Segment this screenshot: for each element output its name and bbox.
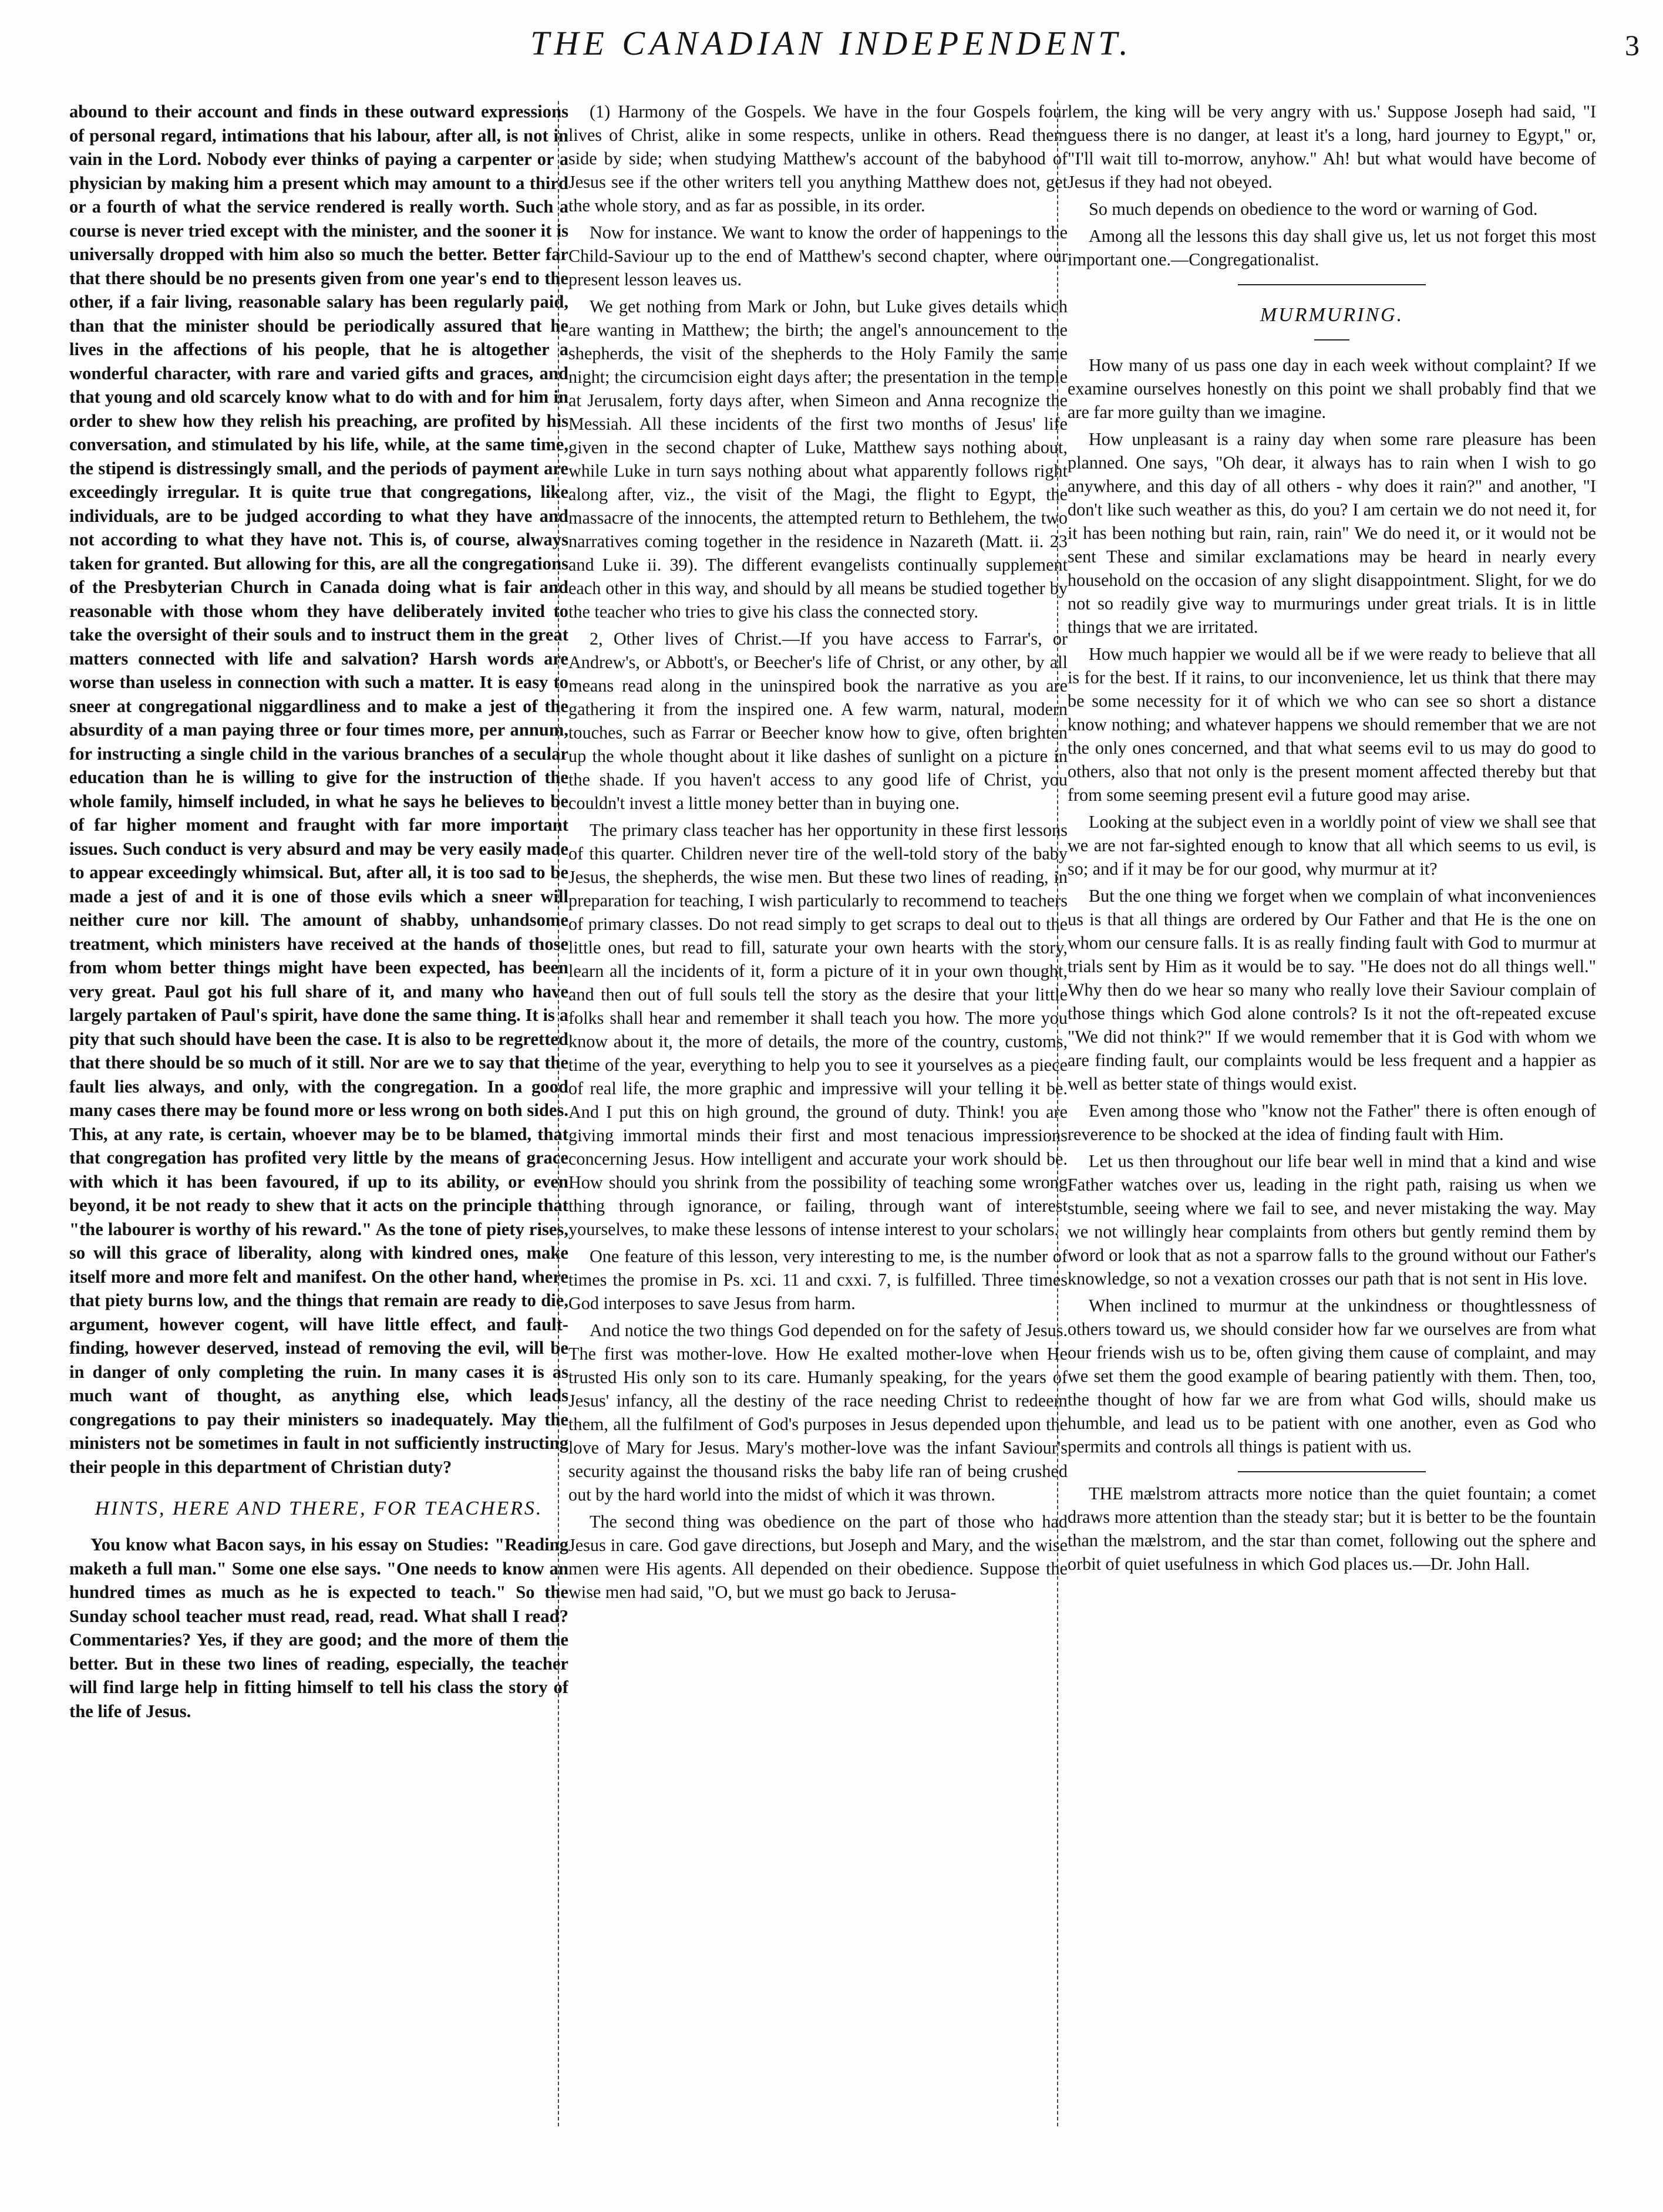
masthead [0,11,1663,75]
section-heading-murmuring: MURMURING. [1260,304,1404,326]
article-paragraph: How many of us pass one day in each week without complaint? If we examine ourselves honestly on this point we shall probably find that we are far more guilty than we imagine. [1068,355,1596,422]
section-rule [1314,339,1349,340]
article-paragraph: You know what Bacon says, in his essay on Studies: "Reading maketh a full man." Some one else says. "One needs to know an hundred times as much as he is expected to teach." So the Sunday school teacher must read, read, read. What shall I read? Commentaries? Yes, if they are good; and the more of them the better. But in these two lines of reading, especially, the teacher will find large help in fitting himself to tell his class the story of the life of Jesus. [69,1535,568,1721]
article-paragraph: Even among those who "know not the Father" there is often enough of reverence to be shocked at the idea of finding fault with Him. [1068,1101,1596,1144]
article-paragraph: We get nothing from Mark or John, but Luke gives details which are wanting in Matthew; the birth; the angel's announcement to the shepherds, the visit of the shepherds to the Holy Family the same night; the circumcision eight days after; the presentation in the temple at Jerusalem, forty days after, when Simeon and Anna recognize the Messiah. All these incidents of the first two months of Jesus' life given in the second chapter of Luke, Matthew says nothing about, while Luke in turn says nothing about what apparently follows right along after, viz., the visit of the Magi, the flight to Egypt, the massacre of the innocents, the attempted return to Bethlehem, the two narratives coming together in the residence in Nazareth (Matt. ii. 23 and Luke ii. 39). The different evangelists continually supplement each other in this way, and should by all means be studied together by the teacher who tries to give his class the connected story. [568,296,1068,622]
article-paragraph: 2, Other lives of Christ.—If you have access to Farrar's, or Andrew's, or Abbott's, or Beecher's life of Christ, or any other, by all means read along in the uninspired book the narrative as you are gathering it from the inspired one. A few warm, natural, modern touches, such as Farrar or Beecher know how to give, often brighten up the whole thought about it like dashes of sunlight on a picture in the shade. If you haven't access to any good life of Christ, you couldn't invest a little money better than in buying one. [568,629,1068,813]
section-rule [1238,284,1426,285]
article-paragraph: (1) Harmony of the Gospels. We have in the four Gospels four lives of Christ, alike in some respects, unlike in others. Read them side by side; when studying Matthew's account of the babyhood of Jesus see if the other writers tell you anything Matthew does not, get the whole story, and as far as possible, in its order. [568,102,1068,215]
section-rule [1238,1471,1426,1472]
closing-quote: THE mælstrom attracts more notice than the quiet fountain; a comet draws more attention than the steady star; but it is better to be the fountain than the mælstrom, and the star than comet, following out the sphere and orbit of quiet usefulness in which God places us.—Dr. John Hall. [1068,1483,1596,1574]
article-paragraph: Let us then throughout our life bear well in mind that a kind and wise Father watches over us, leading in the right path, raising us when we stumble, seeing where we fail to see, and never mistaking the way. May we not willingly hear complaints from others but gently remind them by word or look that as not a sparrow falls to the ground without our Father's knowledge, so not a vexation crosses our path that is not sent in His love. [1068,1151,1596,1289]
article-paragraph: Looking at the subject even in a worldly point of view we shall see that we are not far-sighted enough to know that all which seems to us evil, is so; and if it may be for our good, why murmur at it? [1068,812,1596,879]
page-number: 3 [1625,29,1640,62]
article-paragraph: How much happier we would all be if we were ready to believe that all is for the best. If it rains, to our inconvenience, let us think that there may be some necessity for it of which we who can see so short a distance know nothing; and whatever happens we should remember that we are not the only ones concerned, and that what seems evil to us may do good to others, also that not only is the present moment affected thereby but that from some seeming present evil a future good may arise. [1068,644,1596,805]
article-paragraph: But the one thing we forget when we complain of what inconveniences us is that all things are ordered by Our Father and that He is the one on whom our censure falls. It is as really finding fault with God to murmur at trials sent by Him as it would be to say. "He does not do all things well." Why then do we hear so many who really love their Saviour complain of those things which God alone controls? Is it not the oft-repeated excuse "We did not think?" If we would remember that it is God with whom we are finding fault, our complaints would be less frequent and a happier as well as better state of things would exist. [1068,886,1596,1094]
article-paragraph: So much depends on obedience to the word or warning of God. [1089,199,1538,219]
article-paragraph: The primary class teacher has her opportunity in these first lessons of this quarter. Children never tire of the well-told story of the baby Jesus, the shepherds, the wise men. But these two lines of reading, in preparation for teaching, I wish particularly to recommend to teachers of primary classes. Do not read simply to get scraps to deal out to the little ones, but read to fill, saturate your own hearts with the story, learn all the incidents of it, form a picture of it in your own thought, and then out of full souls tell the story as the desire that your little folks shall hear and remember it shall teach you how. The more you know about it, the more of details, the more of the country, customs, time of the year, everything to help you to see it yourselves as a piece of real life, the more graphic and impressive will your telling it be. And I put this on high ground, the ground of duty. Think! you are giving immortal minds their first and most tenacious impressions concerning Jesus. How intelligent and accurate your work should be. How should you shrink from the possibility of teaching some wrong thing through ignorance, or failing, through want of interest yourselves, to make these lessons of intense interest to your scholars. [568,820,1068,1239]
column-1 [69,100,568,1727]
article-paragraph: One feature of this lesson, very interesting to me, is the number of times the promise in Ps. xci. 11 and cxxi. 7, is fulfilled. Three times God interposes to save Jesus from harm. [568,1246,1068,1313]
section-heading-hints: HINTS, HERE AND THERE, FOR TEACHERS. [95,1498,543,1519]
article-paragraph: How unpleasant is a rainy day when some rare pleasure has been planned. One says, "Oh dear, it always has to rain when I wish to go anywhere, and this day of all others - why does it rain?" and another, "I don't like such weather as this, do you? I am certain we do not need it, for it has been nothing but rain, rain, rain" We do need it, or it would not be sent These and similar exclamations may be heard in nearly every household on the occasion of any slight disappointment. Slight, for we do not so readily give way to murmurings under great trials. It is in little things that we are irritated. [1068,429,1596,637]
article-paragraph: Now for instance. We want to know the order of happenings to the Child-Saviour up to the end of Matthew's second chapter, where our present lesson leaves us. [568,222,1068,289]
article-paragraph: lem, the king will be very angry with us.' Suppose Joseph had said, "I guess there is no danger, at least it's a long, hard journey to Egypt," or, "I'll wait till to-morrow, anyhow." Ah! but what would have become of Jesus if they had not obeyed. [1068,102,1596,192]
masthead-title: THE CANADIAN INDEPENDENT. [530,24,1133,62]
article-paragraph: abound to their account and finds in these outward expressions of personal regard, intimations that his labour, after all, is not in vain in the Lord. Nobody ever thinks of paying a carpenter or a physician by making him a present which may amount to a third or a fourth of what the service rendered is really worth. Such a course is never tried except with the minister, and the sooner it is universally dropped with him also so much the better. Better far that there should be no presents given from one year's end to the other, if a fair living, reasonable salary has been regularly paid, than that the minister should be periodically assured that he lives in the affections of his people, that he is altogether a wonderful character, with rare and varied gifts and graces, and that young and old scarcely know what to do with and for him in order to shew how they relish his preaching, are profited by his conversation, and stimulated by his life, while, at the same time, the stipend is distressingly small, and the periods of payment are exceedingly irregular. It is quite true that congregations, like individuals, are to be judged according to what they have and not according to what they have not. This is, of course, always taken for granted. But allowing for this, are all the congregations of the Presbyterian Church in Canada doing what is fair and reasonable with those whom they have deliberately invited to take the oversight of their souls and to instruct them in the great matters connected with life and salvation? Harsh words are worse than useless in connection with such a matter. It is easy to sneer at congregational niggardliness and to make a jest of the absurdity of a man paying three or four times more, per annum, for instructing a single child in the various branches of a secular education than he is willing to give for the instruction of the whole family, himself included, in what he says he believes to be of far higher moment and fraught with far more important issues. Such conduct is very absurd and may be very easily made to appear exceedingly whimsical. But, after all, it is too sad to be made a jest of and it is one of those evils which a sneer will neither cure nor kill. The amount of shabby, unhandsome treatment, which ministers have received at the hands of those from whom better things might have been expected, has been very great. Paul got his full share of it, and many who have largely partaken of Paul's spirit, have done the same thing. It is a pity that such should have been the case. It is also to be regretted that there should be so much of it still. Nor are we to say that the fault lies always, and only, with the congregation. In a good many cases there may be found more or less wrong on both sides. This, at any rate, is certain, whoever may be to be blamed, that that congregation has profited very little by the means of grace with which it has been favoured, if up to its ability, or even beyond, it be not ready to shew that it acts on the principle that "the labourer is worthy of his reward." As the tone of piety rises, so will this grace of liberality, along with kindred ones, make itself more and more felt and manifest. On the other hand, where that piety burns low, and the things that remain are ready to die, argument, however cogent, will have little effect, and fault-finding, however deserved, instead of removing the evil, will be in danger of only completing the ruin. In many cases it is as much want of thought, as anything else, which leads congregations to pay their ministers so inadequately. May the ministers not be sometimes in fault in not sufficiently instructing their people in this department of Christian duty? [69,102,568,1477]
article-paragraph: Among all the lessons this day shall give us, let us not forget this most important one.—Congregationalist. [1068,226,1596,269]
article-paragraph: The second thing was obedience on the part of those who had Jesus in care. God gave directions, but Joseph and Mary, and the wise men were His agents. All depended on their obedience. Suppose the wise men had said, "O, but we must go back to Jerusa- [568,1512,1068,1602]
column-3 [1068,100,1596,1579]
article-paragraph: And notice the two things God depended on for the safety of Jesus. The first was mother-love. How He exalted mother-love when He trusted His only son to its care. Humanly speaking, for the years of Jesus' infancy, all the destiny of the race needing Christ to redeem them, all the fulfilment of God's purposes in Jesus depended upon the love of Mary for Jesus. Mary's mother-love was the infant Saviour's security against the thousand risks the baby life ran of being crushed out by the hard world into the midst of which it was thrown. [568,1320,1068,1505]
article-paragraph: When inclined to murmur at the unkindness or thoughtlessness of others toward us, we should consider how far we ourselves are from what our friends wish us to be, often giving them cause of complaint, and may we set them the good example of bearing patiently with them. Then, too, the thought of how far we are from what God wills, should make us humble, and lead us to be patient with one another, even as God who permits and controls all things is patient with us. [1068,1296,1596,1456]
column-2 [568,100,1068,1607]
